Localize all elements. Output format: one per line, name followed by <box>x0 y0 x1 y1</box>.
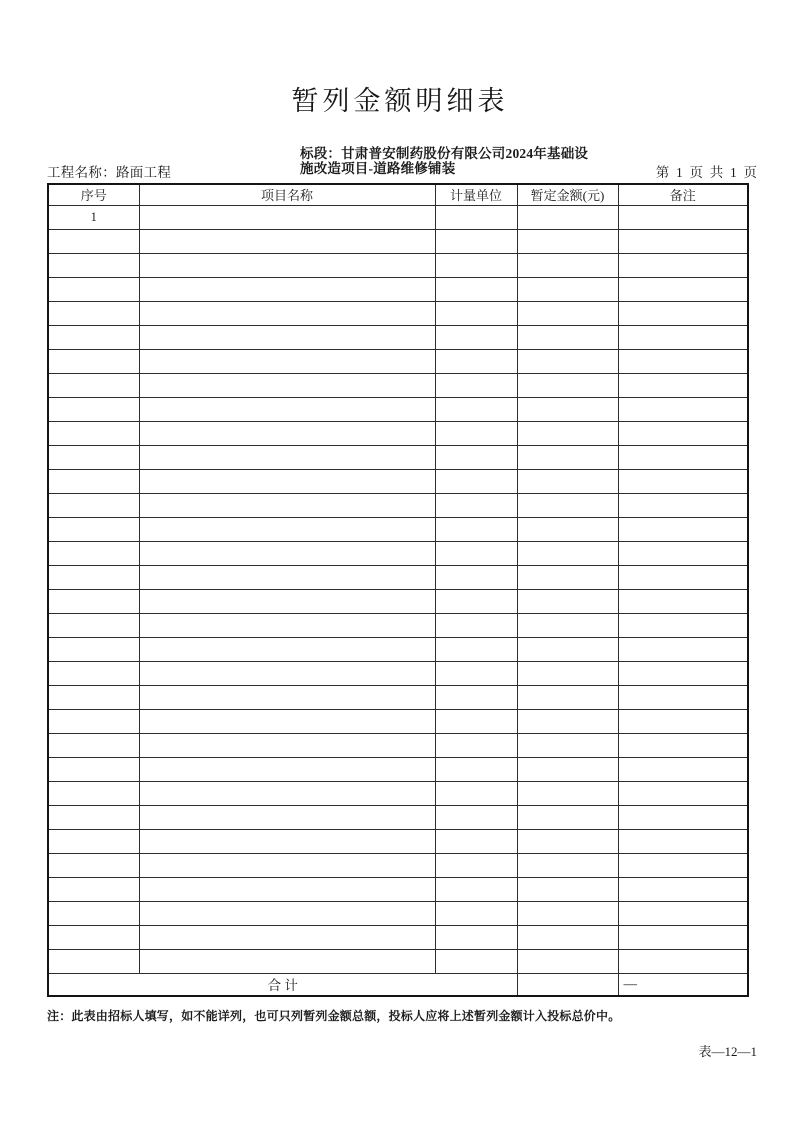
detail-table <box>47 183 749 997</box>
table-cell <box>48 301 139 325</box>
table-cell <box>517 205 618 229</box>
section-label <box>300 147 588 176</box>
table-cell <box>139 229 435 253</box>
table-cell <box>139 757 435 781</box>
table-cell <box>618 325 748 349</box>
table-cell <box>139 661 435 685</box>
table-cell <box>139 445 435 469</box>
table-cell <box>48 493 139 517</box>
table-cell <box>48 541 139 565</box>
table-cell <box>48 445 139 469</box>
table-row <box>48 325 748 349</box>
table-cell <box>517 829 618 853</box>
table-cell <box>435 301 517 325</box>
table-cell <box>618 757 748 781</box>
header-cell-3: 暂定金额(元) <box>517 184 618 205</box>
table-cell <box>435 733 517 757</box>
table-cell <box>618 709 748 733</box>
table-row <box>48 253 748 277</box>
table-cell <box>48 757 139 781</box>
total-row <box>48 973 748 996</box>
table-cell <box>435 877 517 901</box>
table-cell <box>139 373 435 397</box>
table-cell <box>139 493 435 517</box>
table-cell <box>435 373 517 397</box>
table-cell <box>517 781 618 805</box>
table-cell <box>139 349 435 373</box>
table-cell <box>139 589 435 613</box>
table-cell <box>48 925 139 949</box>
table-cell <box>139 949 435 973</box>
table-cell <box>618 445 748 469</box>
table-cell <box>618 613 748 637</box>
table-cell <box>48 565 139 589</box>
table-cell <box>435 685 517 709</box>
table-cell <box>139 205 435 229</box>
table-cell <box>139 637 435 661</box>
total-label: 合 计 <box>48 973 517 996</box>
table-cell <box>435 805 517 829</box>
header-cell-4: 备注 <box>618 184 748 205</box>
table-cell <box>435 829 517 853</box>
table-cell <box>517 469 618 493</box>
table-row <box>48 565 748 589</box>
table-cell <box>517 949 618 973</box>
table-cell <box>139 397 435 421</box>
table-cell <box>517 445 618 469</box>
total-amount-cell <box>517 973 618 996</box>
table-cell <box>48 661 139 685</box>
table-cell <box>139 901 435 925</box>
section-label-line1: 标段：甘肃普安制药股份有限公司2024年基础设 <box>300 146 589 161</box>
table-cell <box>618 661 748 685</box>
table-cell <box>435 781 517 805</box>
table-cell <box>48 589 139 613</box>
table-cell <box>618 685 748 709</box>
table-row <box>48 373 748 397</box>
table-cell <box>139 325 435 349</box>
table-row <box>48 901 748 925</box>
table-cell <box>435 445 517 469</box>
table-cell <box>139 829 435 853</box>
table-cell <box>435 469 517 493</box>
table-cell <box>48 685 139 709</box>
table-cell <box>517 613 618 637</box>
table-cell <box>139 733 435 757</box>
table-cell <box>48 781 139 805</box>
table-cell <box>435 757 517 781</box>
table-row <box>48 277 748 301</box>
table-cell <box>517 541 618 565</box>
table-cell <box>517 565 618 589</box>
table-cell <box>435 613 517 637</box>
table-cell <box>517 661 618 685</box>
table-body <box>48 205 748 973</box>
table-cell <box>517 229 618 253</box>
table-cell <box>435 661 517 685</box>
project-name-label: 工程名称：路面工程 <box>47 165 172 180</box>
table-cell <box>435 637 517 661</box>
table-row <box>48 469 748 493</box>
table-cell <box>618 349 748 373</box>
table-cell <box>618 637 748 661</box>
table-cell <box>139 685 435 709</box>
table-cell <box>618 829 748 853</box>
table-cell <box>517 373 618 397</box>
table-cell <box>517 517 618 541</box>
table-cell <box>435 949 517 973</box>
table-cell <box>139 421 435 445</box>
table-row <box>48 757 748 781</box>
table-cell <box>517 877 618 901</box>
table-cell <box>618 541 748 565</box>
table-cell <box>48 637 139 661</box>
table-cell <box>618 589 748 613</box>
table-cell <box>139 253 435 277</box>
table-cell <box>435 325 517 349</box>
table-row <box>48 301 748 325</box>
table-cell <box>435 349 517 373</box>
table-cell <box>139 805 435 829</box>
table-cell <box>517 253 618 277</box>
table-cell <box>48 829 139 853</box>
form-code: 表—12—1 <box>698 1044 757 1059</box>
table-cell <box>618 805 748 829</box>
table-cell <box>618 565 748 589</box>
table-cell <box>618 493 748 517</box>
table-cell <box>517 805 618 829</box>
table-cell <box>517 901 618 925</box>
table-cell <box>618 229 748 253</box>
table-cell <box>48 517 139 541</box>
table-cell <box>139 925 435 949</box>
table-row <box>48 349 748 373</box>
table-cell <box>618 877 748 901</box>
table-cell <box>48 421 139 445</box>
section-label-line2: 施改造项目-道路维修铺装 <box>300 160 456 176</box>
table-cell <box>618 469 748 493</box>
table-cell <box>139 277 435 301</box>
header-cell-2: 计量单位 <box>435 184 517 205</box>
table-cell <box>618 421 748 445</box>
table-cell <box>618 253 748 277</box>
table-cell <box>48 325 139 349</box>
table-cell <box>517 757 618 781</box>
table-row <box>48 229 748 253</box>
table-cell <box>618 853 748 877</box>
table-cell <box>618 517 748 541</box>
table-cell <box>48 853 139 877</box>
table-row <box>48 517 748 541</box>
table-cell <box>435 925 517 949</box>
table-row <box>48 949 748 973</box>
table-cell <box>517 421 618 445</box>
table-row <box>48 541 748 565</box>
table-cell <box>435 493 517 517</box>
header-cell-1: 项目名称 <box>139 184 435 205</box>
table-cell <box>618 733 748 757</box>
table-cell <box>435 253 517 277</box>
table-row <box>48 925 748 949</box>
table-row <box>48 733 748 757</box>
table-cell <box>435 421 517 445</box>
table-row <box>48 877 748 901</box>
table-row <box>48 397 748 421</box>
table-cell <box>48 397 139 421</box>
table-cell <box>618 949 748 973</box>
table-cell <box>517 637 618 661</box>
table-cell <box>517 589 618 613</box>
table-row <box>48 805 748 829</box>
table-cell <box>517 853 618 877</box>
table-cell <box>435 853 517 877</box>
table-cell <box>139 613 435 637</box>
table-cell <box>435 277 517 301</box>
table-cell <box>618 397 748 421</box>
table-cell <box>517 397 618 421</box>
table-cell <box>48 373 139 397</box>
table-cell <box>517 925 618 949</box>
table-cell <box>139 709 435 733</box>
table-cell <box>618 781 748 805</box>
table-row <box>48 421 748 445</box>
table-cell <box>48 949 139 973</box>
table-cell <box>139 469 435 493</box>
table-cell <box>435 205 517 229</box>
table-cell <box>48 349 139 373</box>
table-cell <box>139 877 435 901</box>
table-cell <box>435 517 517 541</box>
table-row <box>48 205 748 229</box>
table-cell <box>48 805 139 829</box>
table-cell <box>48 253 139 277</box>
page-number-info: 第 1 页 共 1 页 <box>655 165 757 180</box>
table-cell <box>435 901 517 925</box>
table-cell <box>517 493 618 517</box>
table-cell <box>435 709 517 733</box>
table-cell <box>517 325 618 349</box>
table-cell <box>517 301 618 325</box>
table-cell <box>139 541 435 565</box>
table-row <box>48 445 748 469</box>
table-row <box>48 589 748 613</box>
table-cell <box>517 349 618 373</box>
table-cell <box>618 901 748 925</box>
table-note: 注：此表由招标人填写，如不能详列，也可只列暂列金额总额，投标人应将上述暂列金额计入投标总价中。 <box>47 1009 621 1023</box>
table-cell <box>139 781 435 805</box>
table-row <box>48 829 748 853</box>
table-cell <box>139 301 435 325</box>
table-cell <box>618 373 748 397</box>
table-cell <box>618 925 748 949</box>
table-cell <box>435 565 517 589</box>
table-row <box>48 853 748 877</box>
table-cell: 1 <box>48 205 139 229</box>
table-cell <box>435 229 517 253</box>
table-cell <box>139 517 435 541</box>
table-cell <box>48 733 139 757</box>
table-cell <box>517 685 618 709</box>
table-cell <box>48 901 139 925</box>
table-cell <box>48 277 139 301</box>
table-cell <box>48 709 139 733</box>
table-row <box>48 709 748 733</box>
table-row <box>48 685 748 709</box>
table-cell <box>618 277 748 301</box>
header-cell-0: 序号 <box>48 184 139 205</box>
table-cell <box>517 709 618 733</box>
table-cell <box>435 541 517 565</box>
table-cell <box>618 301 748 325</box>
total-remark-cell: — <box>618 973 748 996</box>
table-cell <box>48 229 139 253</box>
table-cell <box>48 613 139 637</box>
table-cell <box>139 853 435 877</box>
table-row <box>48 637 748 661</box>
table-cell <box>48 877 139 901</box>
table-row <box>48 493 748 517</box>
table-cell <box>48 469 139 493</box>
table-row <box>48 613 748 637</box>
table-cell <box>139 565 435 589</box>
table-cell <box>435 589 517 613</box>
table-cell <box>517 733 618 757</box>
table-cell <box>517 277 618 301</box>
table-cell <box>435 397 517 421</box>
table-cell <box>618 205 748 229</box>
table-header-row <box>48 184 748 205</box>
page-title: 暂列金额明细表 <box>291 86 509 116</box>
table-row <box>48 661 748 685</box>
table-row <box>48 781 748 805</box>
